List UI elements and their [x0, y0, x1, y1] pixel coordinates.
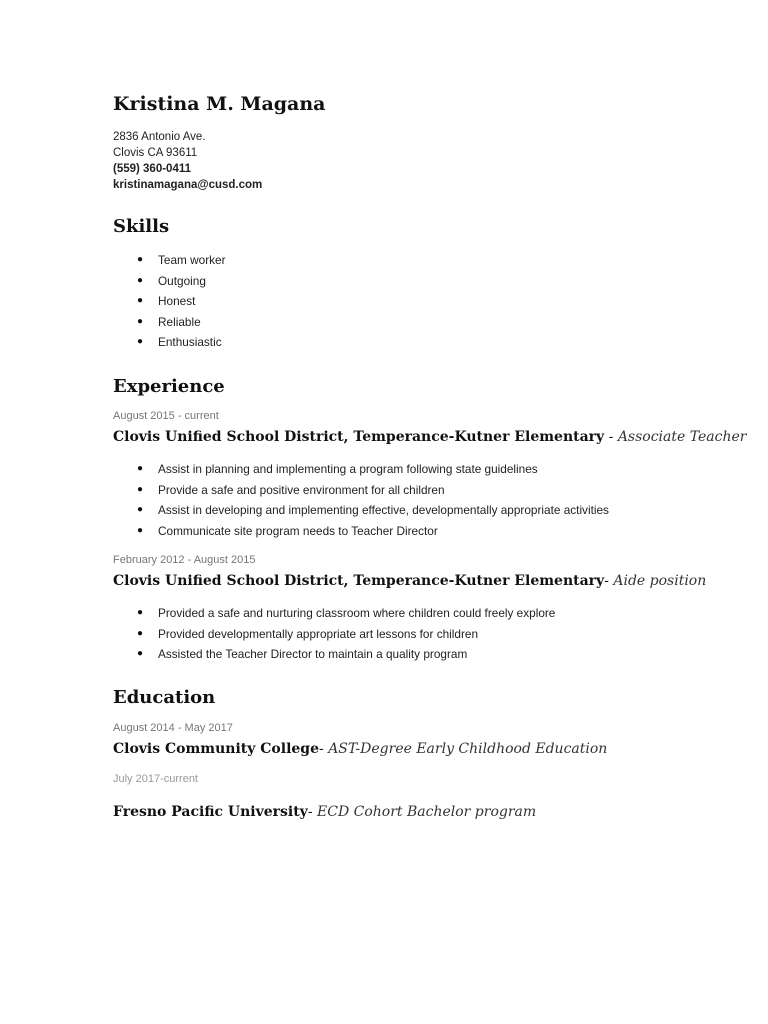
email-address: kristinamagana@cusd.com [113, 179, 263, 191]
job-organization: Clovis Unified School District, Temperance-Kutner Elementary [113, 573, 605, 589]
job-duty-text: Provided developmentally appropriate art lessons for children [158, 626, 479, 641]
skills-list [113, 250, 226, 353]
bullet-icon: ● [137, 483, 144, 495]
job-duties-list [113, 459, 609, 541]
education-line [113, 804, 536, 820]
skill-item-text: Enthusiastic [158, 335, 222, 349]
bullet-icon: ● [137, 648, 144, 659]
job-organization: Clovis Unified School District, Temperance-Kutner Elementary [113, 429, 605, 445]
job-duties-list [113, 603, 555, 665]
job-duty-item [113, 480, 609, 501]
job-separator: - [604, 573, 614, 589]
job-separator: - [604, 429, 618, 445]
job-duty-item [113, 624, 555, 645]
address-line-1: 2836 Antonio Ave. [113, 131, 206, 143]
job-duty-text: Provide a safe and positive environment for all children [158, 482, 445, 497]
address-line-2: Clovis CA 93611 [113, 147, 198, 159]
education-dates: August 2014 - May 2017 [113, 722, 233, 734]
skill-item [113, 291, 226, 312]
education-separator: - [307, 804, 318, 820]
bullet-icon: ● [137, 274, 144, 286]
job-duty-text: Assist in developing and implementing effective, developmentally appropriate activities [158, 503, 609, 517]
job-dates: February 2012 - August 2015 [113, 554, 256, 566]
skill-item-text: Reliable [158, 314, 201, 329]
job-duty-item [113, 644, 555, 665]
skill-item-text: Team worker [158, 253, 226, 267]
job-duty-text: Communicate site program needs to Teacher Director [158, 523, 438, 538]
bullet-icon: ● [137, 336, 144, 347]
education-line [113, 741, 607, 757]
bullet-icon: ● [137, 463, 144, 474]
education-dates: July 2017-current [113, 773, 198, 785]
job-duty-text: Assist in planning and implementing a program following state guidelines [158, 462, 538, 476]
skill-item-text: Honest [158, 294, 196, 308]
job-duty-item [113, 603, 555, 624]
education-program: ECD Cohort Bachelor program [317, 804, 537, 820]
job-role-line [113, 429, 746, 445]
skill-item-text: Outgoing [158, 273, 206, 288]
job-duty-item [113, 500, 609, 521]
skill-item [113, 271, 226, 292]
experience-heading: Experience [113, 376, 225, 397]
phone-number: (559) 360-0411 [113, 163, 192, 175]
skill-item [113, 332, 226, 353]
skill-item [113, 312, 226, 333]
job-title: Aide position [613, 573, 707, 589]
education-institution: Clovis Community College [113, 741, 319, 757]
education-program: AST-Degree Early Childhood Education [328, 741, 608, 757]
bullet-icon: ● [137, 627, 144, 639]
bullet-icon: ● [137, 315, 144, 327]
job-duty-item [113, 521, 609, 542]
bullet-icon: ● [137, 607, 144, 618]
education-institution: Fresno Pacific University [113, 804, 308, 820]
bullet-icon: ● [137, 504, 144, 515]
job-dates: August 2015 - current [113, 410, 219, 422]
job-duty-text: Provided a safe and nurturing classroom where children could freely explore [158, 606, 556, 620]
job-role-line [113, 573, 706, 589]
education-separator: - [319, 741, 329, 757]
skill-item [113, 250, 226, 271]
bullet-icon: ● [137, 295, 144, 306]
bullet-icon: ● [137, 254, 144, 265]
job-duty-item [113, 459, 609, 480]
bullet-icon: ● [137, 524, 144, 536]
education-heading: Education [113, 687, 216, 708]
job-duty-text: Assisted the Teacher Director to maintain a quality program [158, 647, 468, 661]
job-title: Associate Teacher [617, 429, 747, 445]
applicant-name: Kristina M. Magana [113, 93, 326, 115]
skills-heading: Skills [113, 216, 170, 237]
